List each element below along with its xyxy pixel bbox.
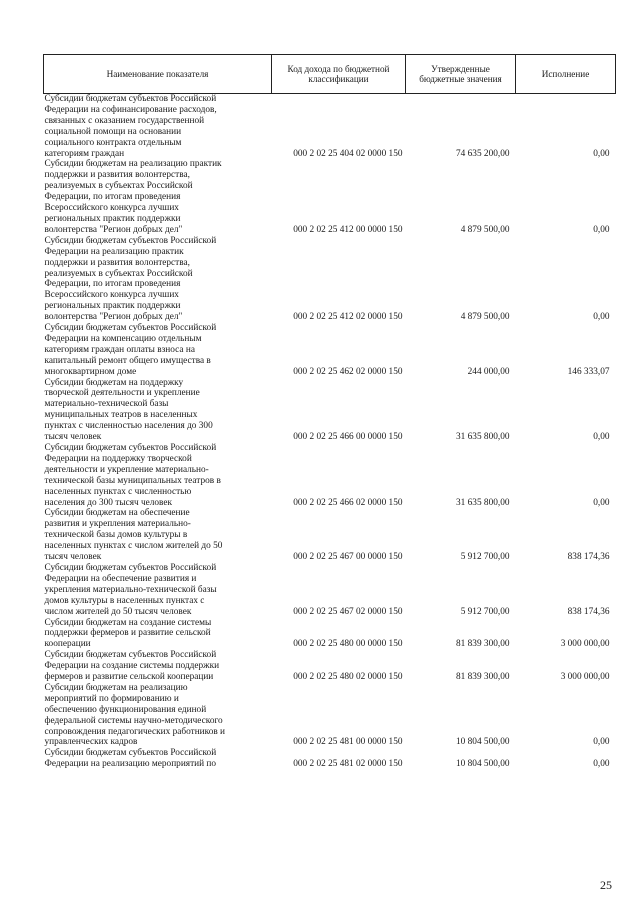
indicator-name-line: Федерации, по итогам проведения [44,279,181,290]
revenue-code-cell: 000 2 02 25 480 00 0000 150 [293,639,403,650]
indicator-name-line: региональных практик поддержки [44,301,181,312]
indicator-name-line: многоквартирном доме [44,366,137,377]
approved-value-cell: 31 635 800,00 [456,497,510,508]
table-row [44,748,616,770]
indicator-name-cell [44,443,272,508]
revenue-code-cell: 000 2 02 25 481 02 0000 150 [293,759,403,770]
indicator-name-line: Субсидии бюджетам субъектов Российской [44,748,217,759]
indicator-name-line: Всероссийского конкурса лучших [44,290,179,301]
header-indicator-name: Наименование показателя [44,55,272,94]
header-execution: Исполнение [516,55,616,94]
indicator-name-line: обеспечению функционирования единой [44,704,207,715]
table-header-row [44,55,616,94]
indicator-name-line: волонтерства "Регион добрых дел" [44,312,183,323]
indicator-name-line: категориям граждан [44,148,125,159]
indicator-name-line: Субсидии бюджетам на обеспечение [44,508,190,519]
indicator-name-cell [44,323,272,378]
indicator-name-cell [44,683,272,748]
table-row [44,508,616,563]
indicator-name-line: федеральной системы научно-методического [44,715,223,726]
indicator-name-line: Субсидии бюджетам на создание системы [44,617,212,628]
indicator-name-line: социальной помощи на основании [44,126,182,137]
executed-value-cell: 3 000 000,00 [560,672,610,683]
executed-value-cell: 0,00 [593,737,610,748]
indicator-name-line: Субсидии бюджетам субъектов Российской [44,94,217,104]
table-row [44,94,616,160]
indicator-name-line: капитальный ремонт общего имущества в [44,355,211,366]
indicator-name-line: творческой деятельности и укрепление [44,388,200,399]
table-row [44,443,616,508]
table-row [44,563,616,618]
indicator-name-line: Федерации на компенсацию отдельным [44,333,202,344]
indicator-name-line: населенных пунктах с численностью [44,486,192,497]
approved-value-cell: 74 635 200,00 [456,148,510,159]
indicator-name-cell [44,748,272,770]
revenue-code-cell: 000 2 02 25 467 00 0000 150 [293,552,403,563]
indicator-name-line: Федерации на обеспечение развития и [44,573,197,584]
approved-value-cell: 10 804 500,00 [456,759,510,770]
indicator-name-line: Федерации на поддержку творческой [44,453,192,464]
approved-value-cell: 4 879 500,00 [460,312,510,323]
indicator-name-line: развития и укрепления материально- [44,519,191,530]
indicator-name-line: Субсидии бюджетам на поддержку [44,377,184,388]
indicator-name-line: тысяч человек [44,552,102,563]
indicator-name-cell [44,563,272,618]
indicator-name-line: населенных пунктах с числом жителей до 50 [44,541,223,552]
executed-value-cell: 3 000 000,00 [560,639,610,650]
indicator-name-line: Субсидии бюджетам субъектов Российской [44,235,217,246]
indicator-name-line: поддержки фермеров и развитие сельской [44,628,211,639]
indicator-name-line: Федерации на создание системы поддержки [44,661,220,672]
indicator-name-line: Субсидии бюджетам субъектов Российской [44,323,217,334]
indicator-name-line: Субсидии бюджетам субъектов Российской [44,562,217,573]
indicator-name-line: кооперации [44,639,91,650]
approved-value-cell: 81 839 300,00 [456,639,510,650]
budget-revenue-table [43,54,616,770]
executed-value-cell: 0,00 [593,224,610,235]
page-number: 25 [600,878,612,892]
executed-value-cell: 838 174,36 [567,606,610,617]
header-revenue-code: Код дохода по бюджетной классификации [272,55,406,94]
executed-value-cell: 146 333,07 [567,366,610,377]
indicator-name-line: мероприятий по формированию и [44,693,179,704]
indicator-name-line: поддержки и развития волонтерства, [44,170,190,181]
indicator-name-line: населения до 300 тысяч человек [44,497,173,508]
revenue-code-cell: 000 2 02 25 480 02 0000 150 [293,672,403,683]
indicator-name-line: Федерации на реализацию мероприятий по [44,759,217,770]
indicator-name-line: реализуемых в субъектах Российской [44,181,193,192]
table-row [44,159,616,235]
indicator-name-line: категориям граждан оплаты взноса на [44,344,195,355]
indicator-name-line: муниципальных театров в населенных [44,410,198,421]
indicator-name-cell [44,618,272,651]
table-row [44,618,616,651]
indicator-name-line: Всероссийского конкурса лучших [44,203,179,214]
approved-value-cell: 4 879 500,00 [460,224,510,235]
executed-value-cell: 0,00 [593,312,610,323]
revenue-code-cell: 000 2 02 25 404 02 0000 150 [293,148,403,159]
indicator-name-line: Федерации, по итогам проведения [44,192,181,203]
revenue-code-cell: 000 2 02 25 462 02 0000 150 [293,366,403,377]
approved-value-cell: 244 000,00 [467,366,510,377]
indicator-name-cell [44,159,272,235]
table-row [44,236,616,323]
approved-value-cell: 10 804 500,00 [456,737,510,748]
indicator-name-line: деятельности и укрепление материально- [44,464,209,475]
approved-value-cell: 5 912 700,00 [460,552,510,563]
revenue-code-cell: 000 2 02 25 481 00 0000 150 [293,737,403,748]
indicator-name-cell [44,236,272,323]
indicator-name-line: числом жителей до 50 тысяч человек [44,606,192,617]
indicator-name-line: пунктах с численностью населения до 300 [44,421,213,432]
executed-value-cell: 0,00 [593,432,610,443]
indicator-name-line: домов культуры в населенных пунктах с [44,595,205,606]
indicator-name-line: Субсидии бюджетам на реализацию [44,682,188,693]
indicator-name-line: связанных с оказанием государственной [44,115,205,126]
header-approved-values: Утвержденные бюджетные значения [406,55,516,94]
indicator-name-line: технической базы муниципальных театров в [44,475,221,486]
indicator-name-line: Субсидии бюджетам на реализацию практик [44,159,222,170]
executed-value-cell: 0,00 [593,148,610,159]
indicator-name-line: Федерации на реализацию практик [44,246,184,257]
indicator-name-line: тысяч человек [44,432,102,443]
indicator-name-cell [44,378,272,443]
indicator-name-cell [44,94,272,160]
indicator-name-cell [44,650,272,683]
indicator-name-line: технической базы домов культуры в [44,530,188,541]
indicator-name-line: поддержки и развития волонтерства, [44,257,190,268]
executed-value-cell: 0,00 [593,759,610,770]
revenue-code-cell: 000 2 02 25 466 00 0000 150 [293,432,403,443]
indicator-name-line: укрепления материально-технической базы [44,584,217,595]
executed-value-cell: 838 174,36 [567,552,610,563]
indicator-name-line: волонтерства "Регион добрых дел" [44,224,183,235]
table-body [44,94,616,771]
indicator-name-line: управленческих кадров [44,737,138,748]
approved-value-cell: 31 635 800,00 [456,432,510,443]
indicator-name-line: Субсидии бюджетам субъектов Российской [44,443,217,453]
revenue-code-cell: 000 2 02 25 466 02 0000 150 [293,497,403,508]
revenue-code-cell: 000 2 02 25 412 02 0000 150 [293,312,403,323]
indicator-name-line: сопровождения педагогических работников и [44,726,226,737]
indicator-name-line: фермеров и развитие сельской кооперации [44,672,214,683]
indicator-name-line: социального контракта отдельным [44,137,182,148]
indicator-name-line: Субсидии бюджетам субъектов Российской [44,650,217,661]
table-row [44,683,616,748]
executed-value-cell: 0,00 [593,497,610,508]
table-row [44,378,616,443]
approved-value-cell: 81 839 300,00 [456,672,510,683]
indicator-name-line: материально-технической базы [44,399,169,410]
indicator-name-line: Федерации на софинансирование расходов, [44,104,217,115]
approved-value-cell: 5 912 700,00 [460,606,510,617]
indicator-name-line: реализуемых в субъектах Российской [44,268,193,279]
indicator-name-cell [44,508,272,563]
indicator-name-line: региональных практик поддержки [44,213,181,224]
table-row [44,323,616,378]
revenue-code-cell: 000 2 02 25 467 02 0000 150 [293,606,403,617]
table-row [44,650,616,683]
revenue-code-cell: 000 2 02 25 412 00 0000 150 [293,224,403,235]
